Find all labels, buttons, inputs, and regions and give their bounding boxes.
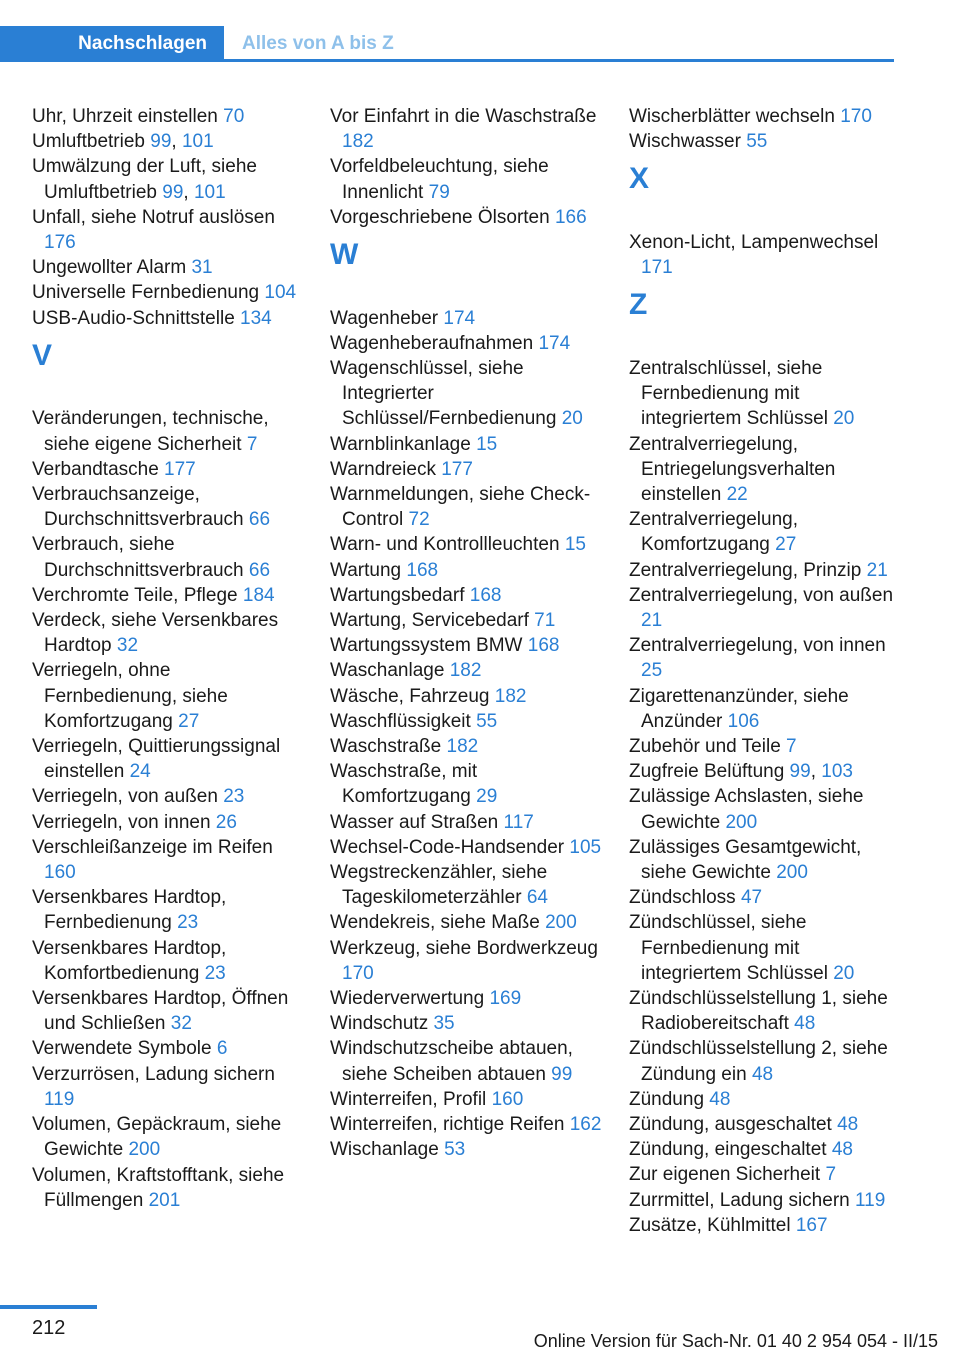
page-reference-link[interactable]: 182 [342,131,374,153]
index-entry-term: Zündschloss [629,887,736,909]
index-entry-term: Warn- und Kontrollleuchten [330,534,560,556]
index-entry-term: Verriegeln, ohne Fernbedienung, siehe Komfortzugang [32,660,228,732]
index-entry [629,356,903,432]
page-reference-link[interactable]: 104 [264,282,297,304]
index-entry-term: Windschutzscheibe abtauen, siehe Scheiben abtauen [330,1038,573,1085]
page-reference-link[interactable]: 79 [428,181,450,203]
page-reference-link[interactable]: 25 [641,660,663,682]
index-entry-term: Wiederverwertung [330,988,485,1010]
page-reference-link[interactable]: 200 [128,1139,161,1161]
index-entry [330,709,604,734]
index-entry-term: Verbandtasche [32,458,159,480]
index-entry-term: Verwendete Symbole [32,1038,212,1060]
index-entry [32,835,306,885]
page-reference-link[interactable]: 71 [534,610,556,632]
page-number: 212 [32,1317,66,1339]
index-entry-term: Universelle Fernbedienung [32,282,260,304]
index-entry [330,1112,604,1137]
index-entry-term: Unfall, siehe Notruf auslösen [32,206,275,228]
index-entry [330,658,604,683]
index-column-3 [629,104,903,1238]
index-entry-term: Volumen, Kraftstofftank, siehe Füllmengen [32,1164,285,1211]
page-reference-link[interactable]: 47 [740,887,763,909]
index-letter-heading: Z [629,288,648,322]
page-reference-link[interactable]: 72 [408,509,430,531]
online-version-note: Online Version für Sach-Nr. 01 40 2 954 054 - II/15 [533,1331,938,1351]
page-reference-link[interactable]: 101 [181,131,214,153]
index-entry [629,129,903,154]
index-entry [330,1011,604,1036]
page-reference-link[interactable]: 24 [129,761,151,783]
index-entry-term: Wechsel-Code-Handsender [330,836,565,858]
index-entry-term: Windschutz [330,1013,429,1035]
index-entry-term: Wasser auf Straßen [330,811,499,833]
page-reference-link[interactable]: 29 [476,786,498,808]
index-entry [330,860,604,910]
index-entry-term: Umluftbetrieb [32,131,145,153]
index-entry-term: Wartungsbedarf [330,584,465,606]
index-entry-term: Zündschlüsselstellung 2, siehe Zündung ein [629,1038,888,1085]
page-reference-link[interactable]: 160 [44,862,76,884]
index-entry-term: Zentralschlüssel, siehe Fernbedienung mit integriertem Schlüssel [629,357,828,430]
page-reference-link[interactable]: 170 [342,962,374,984]
index-letter-heading: W [330,238,359,272]
index-entry [330,936,604,986]
index-entry-term: Wischerblätter wechseln [629,106,835,127]
page-reference-link[interactable]: 160 [491,1088,524,1110]
index-entry [330,205,604,230]
page-reference-link[interactable]: 182 [494,685,527,707]
index-entry [330,734,604,759]
page-reference-link[interactable]: 167 [795,1214,828,1236]
index-entry-term: Zentralverriegelung, Entriegelungsverhalten einstellen [629,433,836,505]
index-entry [629,633,903,683]
index-entry-term: Warnmeldungen, siehe Check-Control [330,484,591,531]
index-entry-term: Verriegeln, von innen [32,811,211,833]
index-entry [330,986,604,1011]
index-entry-term: Verbrauchsanzeige, Durchschnittsverbrauch [32,484,244,531]
index-entry-term: Xenon-Licht, Lampenwechsel [629,231,879,253]
index-entry-term: Zündung, eingeschaltet [629,1139,827,1161]
index-entry-term: Verchromte Teile, Pflege [32,584,238,606]
index-entry [32,810,306,835]
page-reference-link[interactable]: 134 [240,307,272,329]
page-reference-link[interactable]: 184 [242,584,275,606]
page-reference-link[interactable]: 48 [831,1139,853,1161]
page-reference-link[interactable]: 99 [789,761,811,783]
page-reference-link[interactable]: 55 [476,710,498,732]
page-reference-link[interactable]: 23 [223,786,245,808]
page-reference-link[interactable]: 99 [162,181,184,203]
index-entry-term: Verdeck, siehe Versenkbares Hardtop [32,610,279,657]
index-entry [32,784,306,809]
index-entry-term: Veränderungen, technische, siehe eigene Sicherheit [32,408,269,455]
page-reference-link[interactable]: 200 [545,912,577,934]
page-reference-link[interactable]: 6 [216,1038,228,1060]
index-entry [32,482,306,532]
index-entry [629,1087,903,1112]
index-entry [32,608,306,658]
index-entry-term: Verzurrösen, Ladung sichern [32,1063,275,1085]
index-entry-term: Verriegeln, von außen [32,786,218,808]
page-reference-link[interactable]: 103 [821,761,853,783]
index-entry [330,331,604,356]
page-reference-link[interactable]: 117 [503,811,534,833]
index-entry [629,734,903,759]
index-entry-term: Wischanlage [330,1139,439,1161]
index-entry [629,1188,903,1213]
page-reference-link[interactable]: 15 [476,433,498,455]
page-reference-link[interactable]: 119 [855,1189,886,1211]
index-entry-term: Waschflüssigkeit [330,710,471,732]
index-column-2 [330,104,604,1163]
page-reference-link[interactable]: 177 [164,458,196,480]
page-header [0,26,894,62]
index-entry [32,1036,306,1061]
index-entry-term: Wendekreis, siehe Maße [330,912,540,934]
index-entry-term: Versenkbares Hardtop, Komfortbedienung [32,937,227,984]
index-entry [330,633,604,658]
page-reference-link[interactable]: 35 [433,1013,455,1035]
index-entry [330,910,604,935]
index-entry-term: Zündschlüsselstellung 1, siehe Radiobereitschaft [629,988,888,1035]
index-entry-term: Zulässiges Gesamtgewicht, siehe Gewichte [629,836,862,884]
page-reference-link[interactable]: 168 [406,559,439,581]
index-letter-heading: X [629,162,650,196]
index-entry-term: Zusätze, Kühlmittel [629,1214,791,1236]
index-entry [32,1062,306,1112]
index-entry [32,306,306,331]
index-entry-term: Zur eigenen Sicherheit [629,1164,821,1186]
page-reference-link[interactable]: 21 [641,610,663,631]
index-entry-term: Zentralverriegelung, von außen [629,584,894,606]
index-entry-term: Vorgeschriebene Ölsorten [330,206,550,228]
index-entry [32,255,306,280]
index-entry [32,885,306,935]
page-reference-link[interactable]: 32 [116,635,139,657]
index-entry-term: Ungewollter Alarm [32,257,187,279]
index-entry-term: Wagenheber [330,307,439,329]
page-reference-link[interactable]: 48 [709,1088,731,1110]
page-reference-link[interactable]: 23 [204,962,226,984]
index-entry [629,1162,903,1187]
index-entry [32,205,306,255]
index-entry-term: Vor Einfahrt in die Waschstraße [330,106,597,127]
index-entry [32,532,306,582]
page-reference-link[interactable]: 23 [177,912,199,934]
index-entry-term: Versenkbares Hardtop, Öffnen und Schließen [32,988,289,1035]
page-reference-link[interactable]: 162 [569,1114,602,1136]
page-reference-link[interactable]: 48 [837,1114,859,1136]
index-entry [629,432,903,508]
index-entry-term: Wartung [330,559,402,581]
page-reference-link[interactable]: 201 [148,1189,181,1211]
page-reference-link[interactable]: 176 [44,232,76,254]
index-entry [330,835,604,860]
index-entry-term: Warnblinkanlage [330,433,471,455]
index-entry-term: Zubehör und Teile [629,736,781,758]
page-reference-link[interactable]: 20 [833,962,855,984]
index-entry [32,280,306,305]
index-entry [330,810,604,835]
index-entry: Umluftbetrieb 99, 101 [32,131,214,153]
index-entry [32,406,306,456]
page-reference-link[interactable]: 20 [561,408,583,430]
index-entry-term: Wäsche, Fahrzeug [330,685,490,707]
index-entry [330,558,604,583]
page-reference-link[interactable]: 99 [551,1063,573,1085]
page-reference-link[interactable]: 168 [527,635,560,657]
page-reference-link[interactable]: 7 [246,433,258,455]
page-reference-link[interactable]: 53 [444,1139,466,1161]
index-entry-term: Zugfreie Belüftung [629,761,785,783]
index-entry [330,759,604,809]
index-entry [330,583,604,608]
page-reference-link[interactable]: 70 [223,106,245,127]
page-reference-link[interactable]: 31 [191,257,213,279]
index-entry [32,104,306,129]
page-reference-link[interactable]: 21 [866,559,888,581]
index-entry [32,734,306,784]
page-reference-link[interactable]: 105 [569,836,602,858]
page-reference-link[interactable]: 66 [248,509,271,531]
index-entry [629,684,903,734]
index-entry [32,1163,306,1213]
index-entry-term: Verbrauch, siehe Durchschnittsverbrauch [32,534,244,581]
page-reference-link[interactable]: 166 [554,206,587,228]
index-entry-term: Umwälzung der Luft, siehe Umluftbetrieb [32,156,257,203]
index-entry-term: Zentralverriegelung, von innen [629,635,886,657]
index-entry-term: Zündung [629,1088,705,1110]
index-entry: Umwälzung der Luft, siehe Umluftbetrieb 99, 101 [32,156,257,203]
index-entry [330,532,604,557]
index-entry-term: Wartungssystem BMW [330,635,523,657]
page-reference-link[interactable]: 177 [441,458,473,480]
index-entry-term: Zentralverriegelung, Komfortzugang [629,509,798,556]
index-entry-term: Waschstraße [330,736,442,758]
header-underline [224,59,894,62]
index-entry [330,154,604,204]
page-reference-link[interactable]: 119 [44,1088,75,1110]
page-reference-link[interactable]: 168 [469,584,502,606]
page-reference-link[interactable]: 64 [526,887,548,909]
index-entry-term: Wartung, Servicebedarf [330,610,529,632]
index-entry [629,1213,903,1238]
index-entry [629,583,903,633]
index-column-1 [32,104,306,1213]
page-reference-link[interactable]: 7 [786,736,797,758]
index-entry-term: Uhr, Uhrzeit einstellen [32,106,218,127]
index-entry-term: Zündung, ausgeschaltet [629,1114,832,1136]
index-entry [629,1112,903,1137]
footer-rule [0,1305,97,1309]
index-letter-heading: V [32,338,53,372]
index-entry [32,986,306,1036]
page-reference-link[interactable]: 182 [446,736,479,758]
page-reference-link[interactable]: 66 [248,559,271,581]
index-entry [629,230,903,280]
page-reference-link[interactable]: 171 [641,257,673,279]
index-entry-term: USB-Audio-Schnittstelle [32,307,235,329]
index-entry [629,885,903,910]
index-entry [330,356,604,432]
index-entry [629,784,903,834]
page-reference-link[interactable]: 22 [726,483,748,505]
index-entry [629,1137,903,1162]
index-entry-term: Volumen, Gepäckraum, siehe Gewichte [32,1114,282,1161]
index-entry [629,558,903,583]
page-reference-link[interactable]: 169 [489,988,522,1010]
index-entry [629,1036,903,1086]
page-reference-link[interactable]: 200 [776,862,808,884]
index-entry [330,608,604,633]
chapter-tab[interactable]: Alles von A bis Z [242,33,394,54]
index-entry-term: Vorfeldbeleuchtung, siehe Innenlicht [330,156,549,203]
index-entry-term: Warndreieck [330,458,436,480]
index-entry-term: Wischwasser [629,131,741,153]
index-entry [629,986,903,1036]
index-entry [32,1112,306,1162]
index-entry-term: Wagenschlüssel, siehe Integrierter Schlüssel/Fernbedienung [330,358,557,430]
page-reference-link[interactable]: 174 [443,307,476,329]
index-entry-term: Versenkbares Hardtop, Fernbedienung [32,887,227,934]
page-reference-link[interactable]: 48 [751,1063,774,1085]
index-entry [32,583,306,608]
index-entry: Zugfreie Belüftung 99, 103 [629,761,853,783]
index-entry [32,936,306,986]
page-reference-link[interactable]: 27 [775,534,797,556]
index-entry-term: Zurrmittel, Ladung sichern [629,1189,850,1211]
page-reference-link[interactable]: 101 [193,181,226,203]
index-entry-term: Winterreifen, richtige Reifen [330,1114,565,1136]
page-reference-link[interactable]: 48 [794,1013,816,1035]
index-entry-term: Wegstreckenzähler, siehe Tageskilometerzähler [330,862,548,909]
index-entry [32,457,306,482]
index-entry-term: Waschanlage [330,660,445,682]
page-reference-link[interactable]: 200 [725,811,758,833]
section-tab[interactable]: Nachschlagen [0,26,224,62]
index-entry-term: Zulässige Achslasten, siehe Gewichte [629,786,864,833]
index-entry-term: Verschleißanzeige im Reifen [32,836,273,858]
index-entry [330,1137,604,1162]
index-entry [330,684,604,709]
page-reference-link[interactable]: 15 [564,534,586,556]
page-reference-link[interactable]: 174 [538,332,571,354]
index-entry-term: Werkzeug, siehe Bordwerkzeug [330,937,598,959]
page-reference-link[interactable]: 99 [150,131,172,153]
index-entry [330,306,604,331]
index-entry [629,835,903,885]
page-reference-link[interactable]: 55 [746,131,768,153]
index-entry-term: Zentralverriegelung, Prinzip [629,559,862,581]
index-entry [330,482,604,532]
index-entry [629,507,903,557]
index-entry [330,457,604,482]
page-reference-link[interactable]: 20 [833,408,855,430]
index-entry-term: Verriegeln, Quittierungssignal einstellen [32,736,281,783]
page-reference-link[interactable]: 7 [825,1164,837,1186]
index-entry [330,1036,604,1086]
index-entry-term: Wagenheberaufnahmen [330,332,534,354]
page-reference-link[interactable]: 26 [215,811,237,833]
page-reference-link[interactable]: 106 [727,710,760,732]
page-reference-link[interactable]: 32 [170,1013,192,1035]
index-entry-term: Waschstraße, mit Komfortzugang [330,761,478,808]
index-entry [629,910,903,986]
index-entry [330,432,604,457]
page-reference-link[interactable]: 182 [449,660,482,682]
index-entry [330,1087,604,1112]
index-entry [330,104,604,154]
index-entry-term: Zündschlüssel, siehe Fernbedienung mit integriertem Schlüssel [629,912,828,984]
index-entry-term: Winterreifen, Profil [330,1088,487,1110]
index-entry [32,658,306,734]
page-reference-link[interactable]: 27 [178,710,200,732]
index-entry [629,104,903,129]
index-entry-term: Zigarettenanzünder, siehe Anzünder [629,685,849,732]
page-reference-link[interactable]: 170 [840,106,872,127]
